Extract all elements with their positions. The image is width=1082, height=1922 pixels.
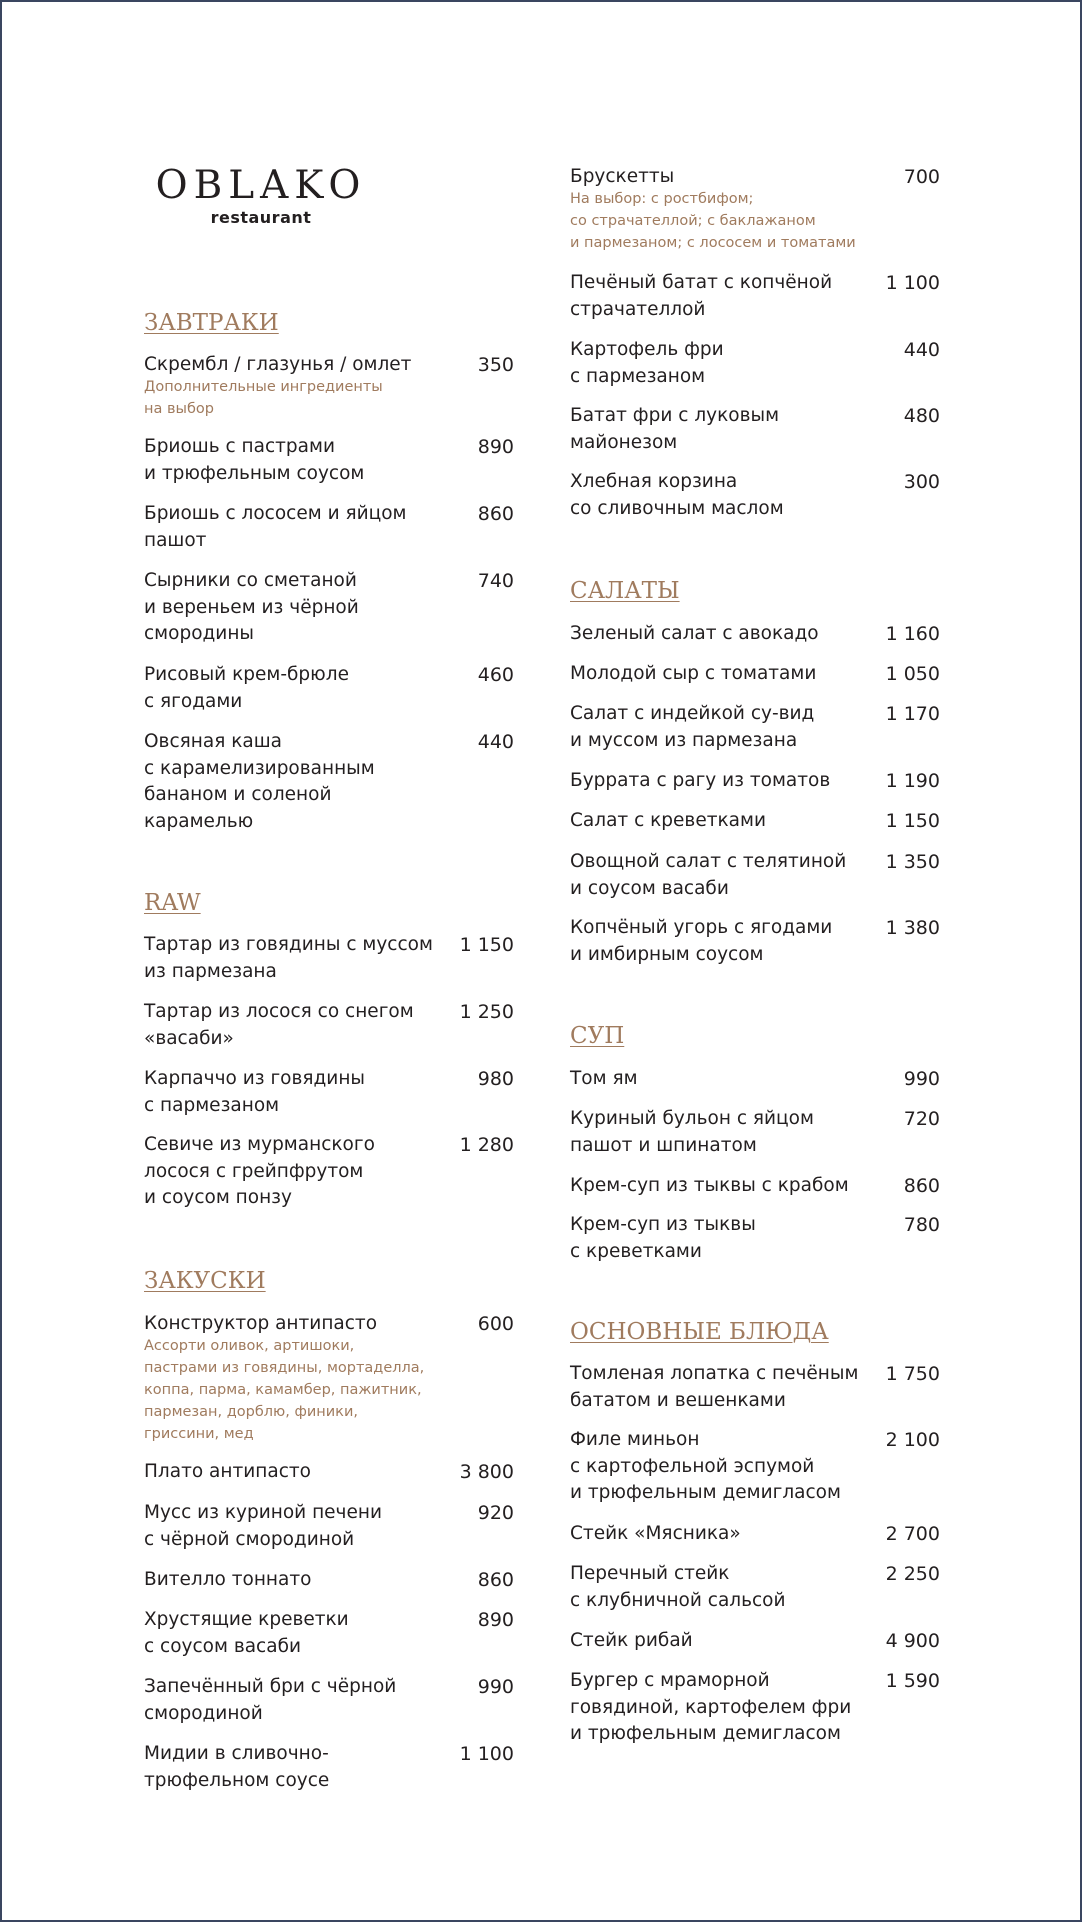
- menu-item: [570, 1561, 940, 1614]
- menu-item: [144, 1132, 514, 1212]
- section-title-salads: САЛАТЫ: [570, 578, 680, 604]
- item-name: Севиче из мурманского лосося с грейпфрутом и соусом понзу: [144, 1134, 375, 1208]
- section-title-breakfast: ЗАВТРАКИ: [144, 310, 279, 336]
- item-name: Тартар из лосося со снегом «васаби»: [144, 1001, 414, 1049]
- item-name: Перечный стейк с клубничной сальсой: [570, 1563, 786, 1611]
- item-name: Хрустящие креветки с соусом васаби: [144, 1609, 349, 1657]
- restaurant-logo: [144, 164, 378, 228]
- item-name: Хлебная корзина со сливочным маслом: [570, 471, 784, 519]
- menu-item: [144, 1674, 514, 1727]
- menu-item: [144, 1066, 514, 1119]
- item-price: 1 750: [885, 1363, 940, 1385]
- menu-item: [570, 270, 940, 323]
- item-price: 700: [903, 166, 940, 188]
- item-note: На выбор: с ростбифом; со страчателлой; с баклажаном и пармезаном; с лососем и томатами: [570, 190, 856, 251]
- item-price: 440: [903, 339, 940, 361]
- menu-item: [570, 1628, 940, 1655]
- item-price: 860: [477, 503, 514, 525]
- item-price: 890: [477, 1609, 514, 1631]
- item-note: Дополнительные ингредиенты на выбор: [144, 378, 383, 417]
- item-name: Стейк рибай: [570, 1630, 693, 1651]
- item-price: 440: [477, 731, 514, 753]
- item-name: Плато антипасто: [144, 1461, 311, 1482]
- item-price: 350: [477, 354, 514, 376]
- menu-item: [144, 501, 514, 554]
- item-price: 990: [477, 1676, 514, 1698]
- section-title-starters: ЗАКУСКИ: [144, 1268, 266, 1294]
- item-price: 890: [477, 436, 514, 458]
- item-name: Мусс из куриной печени с чёрной смородиной: [144, 1502, 382, 1550]
- menu-item: [570, 768, 940, 795]
- menu-item: [144, 999, 514, 1052]
- item-price: 780: [903, 1214, 940, 1236]
- item-price: 600: [477, 1313, 514, 1335]
- item-name: Конструктор антипасто: [144, 1313, 378, 1334]
- item-name: Мидии в сливочно- трюфельном соусе: [144, 1743, 330, 1791]
- menu-item: [144, 568, 514, 648]
- item-price: 2 250: [885, 1563, 940, 1585]
- item-price: 920: [477, 1502, 514, 1524]
- item-price: 460: [477, 664, 514, 686]
- menu-item: [144, 662, 514, 715]
- item-price: 3 800: [459, 1461, 514, 1483]
- menu-item: [570, 1212, 940, 1265]
- item-price: 1 250: [459, 1001, 514, 1023]
- item-price: 1 280: [459, 1134, 514, 1156]
- section-title-raw: RAW: [144, 890, 201, 916]
- item-name: Тартар из говядины с муссом из пармезана: [144, 934, 433, 982]
- menu-item: [570, 621, 940, 648]
- menu-item: [570, 808, 940, 835]
- item-name: Вителло тоннато: [144, 1569, 312, 1590]
- menu-item: [144, 1500, 514, 1553]
- menu-item: [570, 661, 940, 688]
- item-price: 1 160: [885, 623, 940, 645]
- section-title-mains: ОСНОВНЫЕ БЛЮДА: [570, 1319, 829, 1345]
- item-name: Салат с креветками: [570, 810, 766, 831]
- item-price: 1 380: [885, 917, 940, 939]
- menu-item: [570, 403, 940, 456]
- item-price: 1 350: [885, 851, 940, 873]
- menu-item: [144, 434, 514, 487]
- item-name: Филе миньон с картофельной эспумой и трюфельным демигласом: [570, 1429, 841, 1503]
- item-name: Томленая лопатка с печёным бататом и вешенками: [570, 1363, 859, 1411]
- menu-item: [144, 932, 514, 985]
- item-price: 1 050: [885, 663, 940, 685]
- item-name: Овсяная каша с карамелизированным бананом и соленой карамелью: [144, 731, 375, 832]
- menu-item: [144, 1607, 514, 1660]
- item-price: 1 150: [459, 934, 514, 956]
- item-name: Бриошь с пастрами и трюфельным соусом: [144, 436, 365, 484]
- menu-item: [570, 337, 940, 390]
- menu-item: [570, 1521, 940, 1548]
- item-name: Зеленый салат с авокадо: [570, 623, 819, 644]
- item-price: 2 700: [885, 1523, 940, 1545]
- item-name: Бриошь с лососем и яйцом пашот: [144, 503, 407, 551]
- menu-item: [144, 352, 514, 420]
- item-name: Копчёный угорь с ягодами и имбирным соусом: [570, 917, 833, 965]
- item-name: Овощной салат с телятиной и соусом васаби: [570, 851, 847, 899]
- item-name: Стейк «Мясника»: [570, 1523, 741, 1544]
- item-name: Скрембл / глазунья / омлет: [144, 354, 412, 375]
- item-name: Брускетты: [570, 166, 675, 187]
- item-price: 740: [477, 570, 514, 592]
- logo-subtitle: restaurant: [210, 208, 312, 227]
- item-name: Печёный батат с копчёной страчателлой: [570, 272, 833, 320]
- item-price: 1 100: [885, 272, 940, 294]
- item-name: Батат фри с луковым майонезом: [570, 405, 780, 453]
- item-name: Сырники со сметаной и вереньем из чёрной смородины: [144, 570, 359, 644]
- menu-item: [144, 729, 514, 835]
- item-price: 990: [903, 1068, 940, 1090]
- menu-item: [570, 1106, 940, 1159]
- menu-item: [570, 1361, 940, 1414]
- item-price: 300: [903, 471, 940, 493]
- menu-item: [570, 1427, 940, 1507]
- menu-item: [570, 915, 940, 968]
- item-price: 860: [477, 1569, 514, 1591]
- item-price: 1 100: [459, 1743, 514, 1765]
- menu-item: [144, 1741, 514, 1794]
- item-price: 1 150: [885, 810, 940, 832]
- menu-item: [570, 164, 940, 254]
- item-name: Том ям: [570, 1068, 638, 1089]
- item-price: 980: [477, 1068, 514, 1090]
- item-price: 4 900: [885, 1630, 940, 1652]
- item-name: Крем-суп из тыквы с крабом: [570, 1175, 849, 1196]
- item-name: Карпаччо из говядины с пармезаном: [144, 1068, 366, 1116]
- item-name: Салат с индейкой су-вид и муссом из пармезана: [570, 703, 815, 751]
- menu-item: [570, 469, 940, 522]
- item-name: Молодой сыр с томатами: [570, 663, 817, 684]
- item-name: Запечённый бри с чёрной смородиной: [144, 1676, 397, 1724]
- menu-item: [570, 1668, 940, 1748]
- menu-item: [144, 1311, 514, 1445]
- logo-wordmark: OBLAKO: [155, 163, 367, 208]
- menu-item: [570, 1173, 940, 1200]
- menu-item: [144, 1459, 514, 1486]
- item-name: Бургер с мраморной говядиной, картофелем фри и трюфельным демигласом: [570, 1670, 852, 1744]
- menu-item: [144, 1567, 514, 1594]
- item-name: Буррата с рагу из томатов: [570, 770, 831, 791]
- item-price: 720: [903, 1108, 940, 1130]
- item-price: 1 590: [885, 1670, 940, 1692]
- item-name: Рисовый крем-брюле с ягодами: [144, 664, 349, 712]
- menu-item: [570, 1066, 940, 1093]
- menu-item: [570, 849, 940, 902]
- item-name: Куриный бульон с яйцом пашот и шпинатом: [570, 1108, 814, 1156]
- item-name: Картофель фри с пармезаном: [570, 339, 724, 387]
- menu-item: [570, 701, 940, 754]
- item-price: 2 100: [885, 1429, 940, 1451]
- item-name: Крем-суп из тыквы с креветками: [570, 1214, 756, 1262]
- item-price: 1 170: [885, 703, 940, 725]
- section-title-soup: СУП: [570, 1023, 625, 1049]
- item-price: 1 190: [885, 770, 940, 792]
- item-price: 480: [903, 405, 940, 427]
- item-price: 860: [903, 1175, 940, 1197]
- item-note: Ассорти оливок, артишоки, пастрами из говядины, мортаделла, коппа, парма, камамбер, пажитник, пармезан, дорблю, финики, гриссини, мед: [144, 1337, 425, 1442]
